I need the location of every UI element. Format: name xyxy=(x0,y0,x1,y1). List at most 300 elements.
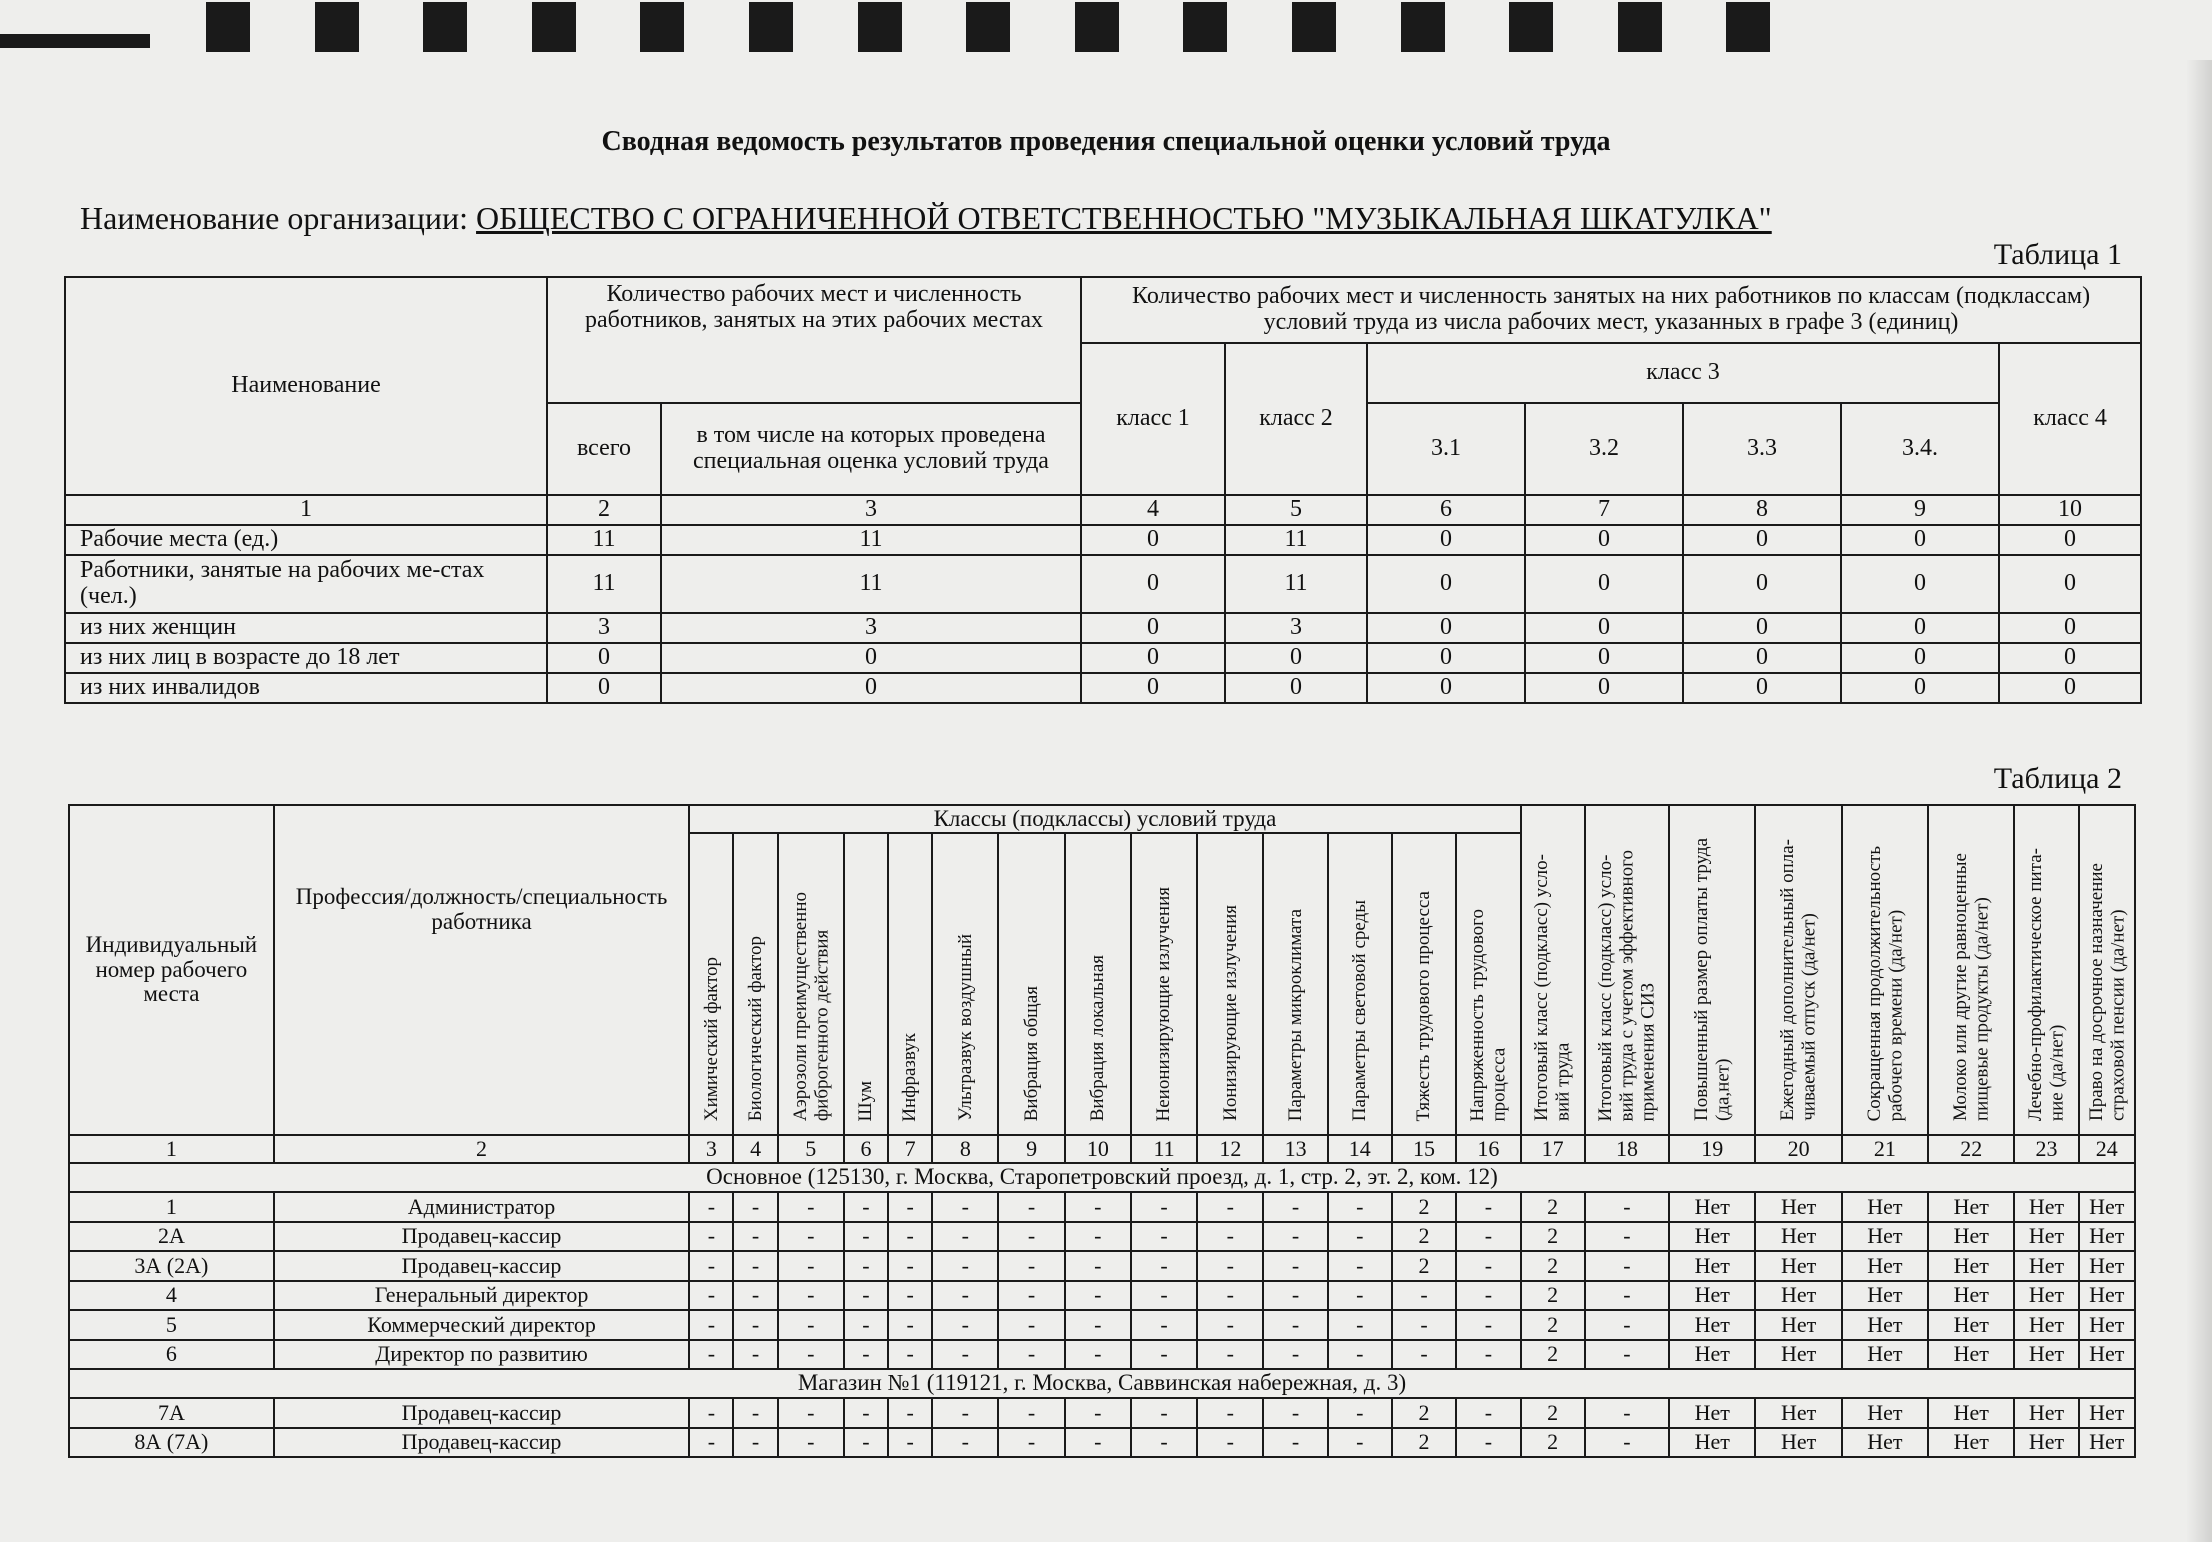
cell-value: Нет xyxy=(1842,1398,1928,1428)
cell-value: 0 xyxy=(1999,673,2141,703)
cell-value: - xyxy=(844,1192,888,1222)
binding-hole xyxy=(315,2,359,52)
cell-value: - xyxy=(1131,1428,1197,1458)
binding-hole xyxy=(966,2,1010,52)
cell-value: 0 xyxy=(1081,673,1225,703)
organization-name: ОБЩЕСТВО С ОГРАНИЧЕННОЙ ОТВЕТСТВЕННОСТЬЮ "МУЗЫКАЛЬНАЯ ШКАТУЛКА" xyxy=(476,200,1772,236)
cell-value: - xyxy=(888,1310,932,1340)
cell-value: 2 xyxy=(1521,1192,1585,1222)
cell-value: - xyxy=(932,1192,998,1222)
header-rotated xyxy=(1585,805,1669,1135)
cell-value: 0 xyxy=(1683,673,1841,703)
table-row xyxy=(69,1251,2135,1281)
cell-value: Нет xyxy=(1669,1428,1755,1458)
cell-value: - xyxy=(1328,1192,1392,1222)
cell-value: Нет xyxy=(2079,1310,2135,1340)
header-class-3-1: 3.1 xyxy=(1367,403,1525,495)
spiral-binding xyxy=(0,0,2212,62)
col-number: 10 xyxy=(1999,495,2141,525)
cell-value: - xyxy=(888,1340,932,1370)
cell-value: Нет xyxy=(2079,1398,2135,1428)
cell-value: Нет xyxy=(1842,1222,1928,1252)
col-number: 4 xyxy=(1081,495,1225,525)
table-row xyxy=(69,1398,2135,1428)
header-factor xyxy=(998,833,1064,1135)
workplace-id: 6 xyxy=(69,1340,274,1370)
header-rotated xyxy=(2014,805,2078,1135)
header-factor-text: Вибрация общая xyxy=(1020,986,1042,1122)
col-number: 1 xyxy=(69,1135,274,1163)
cell-value: - xyxy=(1197,1222,1263,1252)
cell-value: 2 xyxy=(1521,1310,1585,1340)
cell-value: - xyxy=(1585,1398,1669,1428)
cell-value: 0 xyxy=(1525,673,1683,703)
cell-value: Нет xyxy=(2079,1251,2135,1281)
cell-value: - xyxy=(1131,1222,1197,1252)
profession: Генеральный директор xyxy=(274,1281,690,1311)
binding-hole xyxy=(1509,2,1553,52)
header-work-conditions-classes: Классы (подклассы) условий труда xyxy=(689,805,1520,833)
col-number: 6 xyxy=(844,1135,888,1163)
cell-value: Нет xyxy=(1755,1222,1841,1252)
cell-value: Нет xyxy=(1669,1340,1755,1370)
row-label: из них инвалидов xyxy=(65,673,547,703)
cell-value: Нет xyxy=(1928,1281,2014,1311)
cell-value: - xyxy=(1456,1340,1520,1370)
cell-value: 2 xyxy=(1392,1428,1456,1458)
header-rotated-text: Итоговый класс (подкласс) усло- вий труда xyxy=(1531,854,1574,1122)
table-row xyxy=(69,1281,2135,1311)
cell-value: 2 xyxy=(1521,1281,1585,1311)
cell-value: - xyxy=(888,1428,932,1458)
cell-value: Нет xyxy=(1669,1192,1755,1222)
cell-value: 0 xyxy=(1081,555,1225,613)
col-number: 22 xyxy=(1928,1135,2014,1163)
cell-value: - xyxy=(1263,1251,1327,1281)
header-rotated xyxy=(1669,805,1755,1135)
cell-value: Нет xyxy=(1755,1251,1841,1281)
header-factor-text: Неионизирующие излучения xyxy=(1153,886,1175,1122)
cell-value: - xyxy=(1263,1398,1327,1428)
cell-value: - xyxy=(998,1222,1064,1252)
document-title: Сводная ведомость результатов проведения специальной оценки условий труда xyxy=(601,126,1611,157)
binding-hole xyxy=(640,2,684,52)
cell-value: Нет xyxy=(1755,1340,1841,1370)
col-number: 9 xyxy=(998,1135,1064,1163)
header-factor xyxy=(689,833,733,1135)
cell-value: 3 xyxy=(547,613,661,643)
cell-value: Нет xyxy=(2014,1428,2078,1458)
cell-value: - xyxy=(778,1192,844,1222)
cell-value: - xyxy=(689,1310,733,1340)
cell-value: - xyxy=(844,1398,888,1428)
header-factor xyxy=(1197,833,1263,1135)
row-label: из них лиц в возрасте до 18 лет xyxy=(65,643,547,673)
cell-value: - xyxy=(1197,1310,1263,1340)
header-factor xyxy=(1392,833,1456,1135)
header-rotated-text: Право на досрочное назначение страховой пенсии (да/нет) xyxy=(2085,863,2128,1122)
cell-value: Нет xyxy=(1842,1310,1928,1340)
header-rotated-text: Молоко или другие равноценные пищевые продукты (да/нет) xyxy=(1949,853,1993,1122)
cell-value: 11 xyxy=(1225,525,1367,555)
cell-value: 0 xyxy=(1367,673,1525,703)
cell-value: - xyxy=(1197,1192,1263,1222)
cell-value: - xyxy=(998,1310,1064,1340)
col-number: 15 xyxy=(1392,1135,1456,1163)
cell-value: - xyxy=(733,1281,777,1311)
header-factor xyxy=(1263,833,1327,1135)
cell-value: Нет xyxy=(2014,1310,2078,1340)
cell-value: - xyxy=(1328,1398,1392,1428)
cell-value: - xyxy=(1585,1192,1669,1222)
cell-value: 11 xyxy=(661,555,1081,613)
col-number: 14 xyxy=(1328,1135,1392,1163)
cell-value: - xyxy=(1065,1340,1131,1370)
header-class-3-2: 3.2 xyxy=(1525,403,1683,495)
cell-value: 0 xyxy=(1683,643,1841,673)
cell-value: 3 xyxy=(661,613,1081,643)
cell-value: - xyxy=(689,1192,733,1222)
header-name: Наименование xyxy=(65,277,547,495)
cell-value: - xyxy=(1131,1281,1197,1311)
cell-value: Нет xyxy=(2079,1192,2135,1222)
cell-value: - xyxy=(998,1340,1064,1370)
row-label: Рабочие места (ед.) xyxy=(65,525,547,555)
cell-value: Нет xyxy=(1755,1281,1841,1311)
cell-value: - xyxy=(888,1222,932,1252)
cell-value: Нет xyxy=(1842,1281,1928,1311)
cell-value: - xyxy=(778,1428,844,1458)
header-class-1: класс 1 xyxy=(1081,343,1225,495)
cell-value: - xyxy=(1392,1310,1456,1340)
cell-value: - xyxy=(998,1251,1064,1281)
workplace-id: 4 xyxy=(69,1281,274,1311)
cell-value: 2 xyxy=(1392,1192,1456,1222)
col-number: 4 xyxy=(733,1135,777,1163)
cell-value: - xyxy=(689,1340,733,1370)
workplace-id: 3А (2А) xyxy=(69,1251,274,1281)
cell-value: - xyxy=(888,1281,932,1311)
header-factor xyxy=(733,833,777,1135)
cell-value: - xyxy=(1328,1251,1392,1281)
binding-hole xyxy=(1075,2,1119,52)
profession: Продавец-кассир xyxy=(274,1222,690,1252)
cell-value: - xyxy=(1197,1398,1263,1428)
header-workplace-id: Индивидуальный номер рабочего места xyxy=(69,805,274,1135)
cell-value: - xyxy=(1585,1251,1669,1281)
summary-table xyxy=(64,276,2142,704)
cell-value: - xyxy=(1065,1251,1131,1281)
col-number: 7 xyxy=(1525,495,1683,525)
cell-value: Нет xyxy=(1928,1222,2014,1252)
header-rotated-text: Повышенный размер оплаты труда (да,нет) xyxy=(1691,838,1734,1122)
cell-value: - xyxy=(778,1281,844,1311)
col-number: 8 xyxy=(932,1135,998,1163)
cell-value: Нет xyxy=(2014,1192,2078,1222)
cell-value: 11 xyxy=(1225,555,1367,613)
header-factor-text: Инфразвук xyxy=(899,1032,921,1122)
cell-value: Нет xyxy=(2079,1281,2135,1311)
cell-value: 2 xyxy=(1521,1398,1585,1428)
profession: Продавец-кассир xyxy=(274,1398,690,1428)
cell-value: - xyxy=(1263,1340,1327,1370)
cell-value: 0 xyxy=(1999,613,2141,643)
cell-value: - xyxy=(1328,1428,1392,1458)
cell-value: - xyxy=(733,1251,777,1281)
cell-value: - xyxy=(778,1398,844,1428)
binding-hole xyxy=(532,2,576,52)
cell-value: Нет xyxy=(2079,1222,2135,1252)
col-number: 21 xyxy=(1842,1135,1928,1163)
binding-hole xyxy=(1726,2,1770,52)
cell-value: - xyxy=(932,1428,998,1458)
table1-caption: Таблица 1 xyxy=(1993,238,2122,271)
header-profession: Профессия/должность/специальность работника xyxy=(274,805,690,1135)
header-rotated-text: Сокращенная продолжительность рабочего времени (да/нет) xyxy=(1863,845,1906,1122)
header-class-3: класс 3 xyxy=(1367,343,1999,403)
cell-value: 0 xyxy=(1683,555,1841,613)
col-number: 11 xyxy=(1131,1135,1197,1163)
cell-value: - xyxy=(844,1340,888,1370)
binding-bar xyxy=(0,34,150,48)
col-number: 9 xyxy=(1841,495,1999,525)
header-rotated xyxy=(1842,805,1928,1135)
col-number: 13 xyxy=(1263,1135,1327,1163)
cell-value: - xyxy=(932,1222,998,1252)
header-factor xyxy=(888,833,932,1135)
table-row xyxy=(69,1340,2135,1370)
cell-value: - xyxy=(1131,1192,1197,1222)
cell-value: 0 xyxy=(1999,643,2141,673)
cell-value: - xyxy=(733,1428,777,1458)
cell-value: 0 xyxy=(1999,525,2141,555)
cell-value: - xyxy=(1456,1192,1520,1222)
cell-value: 2 xyxy=(1521,1251,1585,1281)
header-class-4: класс 4 xyxy=(1999,343,2141,495)
binding-hole xyxy=(1183,2,1227,52)
cell-value: 0 xyxy=(1841,525,1999,555)
scan-shadow xyxy=(2186,60,2212,1542)
workplace-id: 1 xyxy=(69,1192,274,1222)
workplace-id: 7А xyxy=(69,1398,274,1428)
cell-value: Нет xyxy=(1669,1281,1755,1311)
cell-value: - xyxy=(1197,1428,1263,1458)
cell-value: - xyxy=(778,1310,844,1340)
col-number: 5 xyxy=(778,1135,844,1163)
col-number: 16 xyxy=(1456,1135,1520,1163)
cell-value: Нет xyxy=(1928,1251,2014,1281)
cell-value: - xyxy=(1131,1310,1197,1340)
header-assessed: в том числе на которых проведена специальная оценка условий труда xyxy=(661,403,1081,495)
cell-value: - xyxy=(1328,1222,1392,1252)
cell-value: 2 xyxy=(1521,1428,1585,1458)
binding-hole xyxy=(858,2,902,52)
cell-value: 0 xyxy=(1683,613,1841,643)
cell-value: - xyxy=(733,1398,777,1428)
cell-value: 11 xyxy=(661,525,1081,555)
cell-value: - xyxy=(1197,1340,1263,1370)
cell-value: 0 xyxy=(1081,643,1225,673)
header-rotated xyxy=(1521,805,1585,1135)
table-row xyxy=(69,1192,2135,1222)
binding-hole xyxy=(749,2,793,52)
header-factor-text: Химический фактор xyxy=(700,957,722,1122)
table-row xyxy=(65,643,2141,673)
cell-value: 0 xyxy=(1525,525,1683,555)
profession: Коммерческий директор xyxy=(274,1310,690,1340)
cell-value: - xyxy=(888,1398,932,1428)
cell-value: - xyxy=(1065,1192,1131,1222)
cell-value: - xyxy=(844,1251,888,1281)
header-factor-text: Ультразвук воздушный xyxy=(954,934,976,1122)
binding-hole xyxy=(1292,2,1336,52)
table-row xyxy=(65,673,2141,703)
header-class-3-4: 3.4. xyxy=(1841,403,1999,495)
cell-value: - xyxy=(1197,1281,1263,1311)
header-total: всего xyxy=(547,403,661,495)
profession: Директор по развитию xyxy=(274,1340,690,1370)
col-number: 12 xyxy=(1197,1135,1263,1163)
col-number: 24 xyxy=(2079,1135,2135,1163)
table-row xyxy=(69,1428,2135,1458)
column-number-row xyxy=(69,1135,2135,1163)
cell-value: - xyxy=(1065,1310,1131,1340)
col-number: 20 xyxy=(1755,1135,1841,1163)
cell-value: Нет xyxy=(1928,1192,2014,1222)
header-factor xyxy=(1065,833,1131,1135)
header-factor-text: Напряженность трудового процесса xyxy=(1467,908,1510,1122)
cell-value: - xyxy=(778,1251,844,1281)
section-row xyxy=(69,1369,2135,1398)
header-factor xyxy=(778,833,844,1135)
profession: Администратор xyxy=(274,1192,690,1222)
cell-value: Нет xyxy=(1928,1340,2014,1370)
header-rotated xyxy=(2079,805,2135,1135)
cell-value: - xyxy=(733,1310,777,1340)
cell-value: 0 xyxy=(1367,613,1525,643)
col-number: 8 xyxy=(1683,495,1841,525)
cell-value: - xyxy=(689,1428,733,1458)
cell-value: - xyxy=(1065,1222,1131,1252)
cell-value: - xyxy=(1263,1192,1327,1222)
workplaces-table xyxy=(68,804,2136,1458)
cell-value: - xyxy=(1065,1398,1131,1428)
cell-value: Нет xyxy=(2079,1340,2135,1370)
cell-value: - xyxy=(932,1398,998,1428)
cell-value: Нет xyxy=(1755,1428,1841,1458)
table-row xyxy=(65,555,2141,613)
cell-value: - xyxy=(998,1398,1064,1428)
cell-value: 0 xyxy=(1367,525,1525,555)
header-factor-text: Параметры микроклимата xyxy=(1284,909,1306,1122)
column-number-row xyxy=(65,495,2141,525)
cell-value: 3 xyxy=(1225,613,1367,643)
cell-value: Нет xyxy=(1928,1310,2014,1340)
cell-value: - xyxy=(998,1428,1064,1458)
cell-value: 0 xyxy=(1367,643,1525,673)
cell-value: - xyxy=(1456,1251,1520,1281)
cell-value: - xyxy=(1456,1398,1520,1428)
workplace-id: 8А (7А) xyxy=(69,1428,274,1458)
table-row xyxy=(69,1222,2135,1252)
organization-line xyxy=(80,200,1772,237)
binding-hole xyxy=(206,2,250,52)
col-number: 3 xyxy=(661,495,1081,525)
header-factor xyxy=(932,833,998,1135)
cell-value: - xyxy=(1131,1398,1197,1428)
cell-value: 0 xyxy=(1081,525,1225,555)
col-number: 19 xyxy=(1669,1135,1755,1163)
header-factor xyxy=(1328,833,1392,1135)
cell-value: - xyxy=(1456,1310,1520,1340)
cell-value: 0 xyxy=(661,643,1081,673)
cell-value: - xyxy=(932,1310,998,1340)
section-title: Основное (125130, г. Москва, Старопетровский проезд, д. 1, стр. 2, эт. 2, ком. 12) xyxy=(69,1163,2135,1192)
col-number: 6 xyxy=(1367,495,1525,525)
cell-value: - xyxy=(932,1251,998,1281)
cell-value: - xyxy=(1263,1222,1327,1252)
header-class-distribution: Количество рабочих мест и численность занятых на них работников по классам (подклассам) условий труда из числа рабочих мест, указанных в графе 3 (единиц) xyxy=(1081,277,2141,343)
row-label: Работники, занятые на рабочих ме-стах (чел.) xyxy=(65,555,547,613)
organization-label: Наименование организации: xyxy=(80,200,469,236)
cell-value: 0 xyxy=(1841,613,1999,643)
cell-value: - xyxy=(1585,1428,1669,1458)
cell-value: - xyxy=(1263,1310,1327,1340)
cell-value: - xyxy=(1585,1340,1669,1370)
cell-value: 11 xyxy=(547,555,661,613)
cell-value: 2 xyxy=(1392,1222,1456,1252)
header-factor-text: Аэрозоли преимущественно фиброгенного действия xyxy=(789,892,832,1122)
cell-value: Нет xyxy=(2014,1398,2078,1428)
header-factor xyxy=(1456,833,1520,1135)
cell-value: - xyxy=(733,1222,777,1252)
cell-value: - xyxy=(1585,1310,1669,1340)
cell-value: Нет xyxy=(1928,1398,2014,1428)
header-factor-text: Шум xyxy=(855,1080,877,1122)
cell-value: - xyxy=(778,1340,844,1370)
table-row xyxy=(65,613,2141,643)
col-number: 1 xyxy=(65,495,547,525)
cell-value: - xyxy=(932,1281,998,1311)
cell-value: Нет xyxy=(1842,1251,1928,1281)
header-class-3-3: 3.3 xyxy=(1683,403,1841,495)
cell-value: - xyxy=(1197,1251,1263,1281)
cell-value: Нет xyxy=(1928,1428,2014,1458)
col-number: 2 xyxy=(274,1135,690,1163)
section-row xyxy=(69,1163,2135,1192)
workplace-id: 5 xyxy=(69,1310,274,1340)
cell-value: 0 xyxy=(547,643,661,673)
binding-hole xyxy=(1401,2,1445,52)
cell-value: 0 xyxy=(1999,555,2141,613)
cell-value: - xyxy=(844,1281,888,1311)
col-number: 5 xyxy=(1225,495,1367,525)
cell-value: 0 xyxy=(1841,673,1999,703)
header-factor-text: Тяжесть трудового процесса xyxy=(1413,890,1435,1122)
cell-value: 0 xyxy=(661,673,1081,703)
cell-value: 0 xyxy=(1683,525,1841,555)
row-label: из них женщин xyxy=(65,613,547,643)
cell-value: 11 xyxy=(547,525,661,555)
cell-value: Нет xyxy=(1755,1398,1841,1428)
cell-value: - xyxy=(1328,1340,1392,1370)
cell-value: Нет xyxy=(1669,1251,1755,1281)
header-factor-text: Биологический фактор xyxy=(744,935,766,1122)
cell-value: - xyxy=(733,1192,777,1222)
cell-value: - xyxy=(844,1222,888,1252)
cell-value: - xyxy=(689,1251,733,1281)
cell-value: - xyxy=(689,1398,733,1428)
